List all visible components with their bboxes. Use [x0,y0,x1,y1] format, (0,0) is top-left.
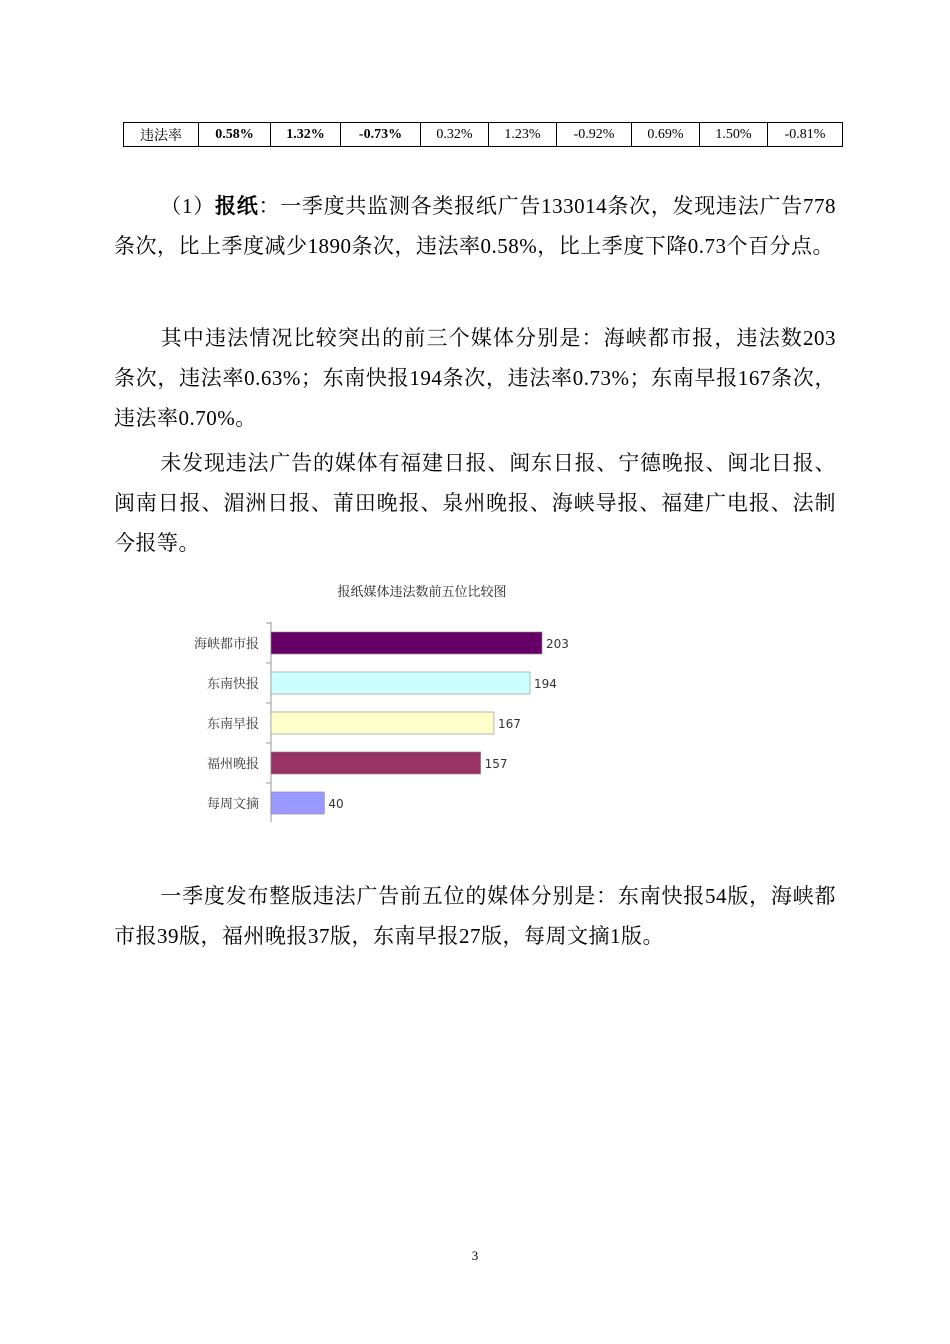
rate-cell: -0.73% [341,123,421,147]
newspaper-violation-bar-chart [150,570,610,835]
rate-cell: 1.50% [700,123,768,147]
bar-value-label: 194 [533,677,557,691]
bar [271,632,542,654]
rate-cell: 1.23% [489,123,557,147]
rate-cell: 1.32% [271,123,341,147]
bar-value-label: 167 [497,717,521,731]
rate-cell: 0.58% [199,123,271,147]
category-label: 海峡都市报 [193,637,259,652]
category-label: 福州晚报 [206,757,259,772]
bar [271,712,494,734]
paragraph-prefix: （1） [160,194,215,218]
bar [271,672,530,694]
paragraph-top-three [114,318,836,438]
paragraph-newspaper-summary [114,186,836,266]
paragraph-text: 一季度发布整版违法广告前五位的媒体分别是：东南快报54版，海峡都市报39版，福州晚报37版，东南早报27版，每周文摘1版。 [114,884,836,948]
category-label: 每周文摘 [206,797,259,812]
paragraph-heading: 报纸 [214,194,259,218]
rate-cell: -0.92% [557,123,632,147]
bar [271,752,481,774]
rate-cell: 0.32% [421,123,489,147]
paragraph-no-violation [114,443,836,563]
category-label: 东南早报 [206,717,259,732]
paragraph-text: 其中违法情况比较突出的前三个媒体分别是：海峡都市报，违法数203条次，违法率0.63%；东南快报194条次，违法率0.73%；东南早报167条次，违法率0.70%。 [114,326,836,430]
chart-title: 报纸媒体违法数前五位比较图 [337,585,507,600]
bar-value-label: 203 [546,637,569,651]
table-row [124,123,843,147]
category-label: 东南快报 [206,677,259,692]
paragraph-text: 未发现违法广告的媒体有福建日报、闽东日报、宁德晚报、闽北日报、闽南日报、湄洲日报、莆田晚报、泉州晚报、海峡导报、福建广电报、法制今报等。 [114,451,836,555]
row-label: 违法率 [124,123,199,147]
bar-value-label: 157 [484,757,508,771]
rate-cell: 0.69% [632,123,700,147]
paragraph-full-page-ads [114,876,836,956]
bar-value-label: 40 [328,797,344,811]
paragraph-text: ：一季度共监测各类报纸广告133014条次，发现违法广告778条次，比上季度减少1890条次，违法率0.58%，比上季度下降0.73个百分点。 [114,194,837,258]
page-number: 3 [471,1248,479,1263]
rate-cell: -0.81% [768,123,843,147]
violation-rate-table [123,122,843,147]
bar [271,792,324,814]
